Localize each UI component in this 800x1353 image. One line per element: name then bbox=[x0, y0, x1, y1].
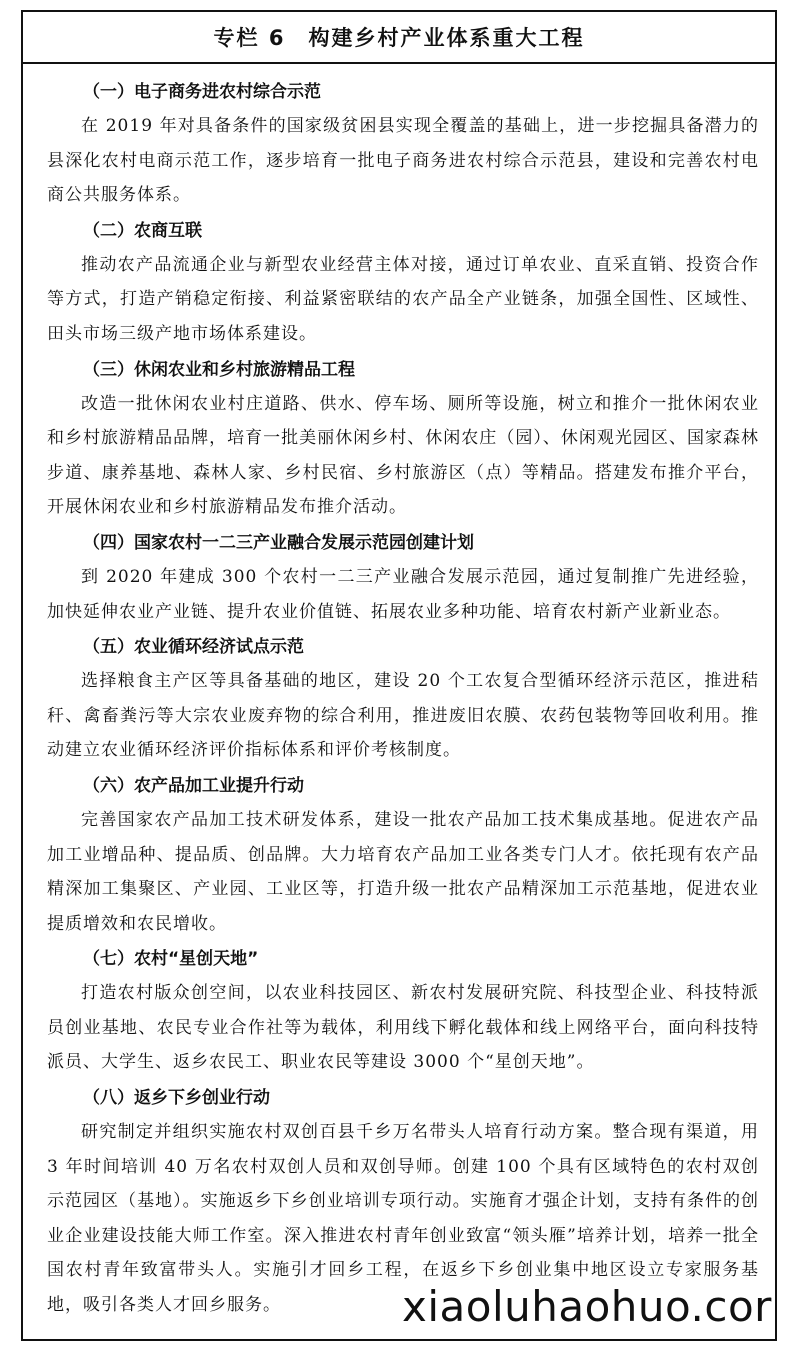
section-7 bbox=[47, 943, 759, 1082]
section-heading: （八）返乡下乡创业行动 bbox=[83, 1088, 270, 1109]
box-content bbox=[23, 64, 775, 1325]
section-body: 打造农村版众创空间，以农业科技园区、新农村发展研究院、科技型企业、科技特派员创业基地、农民专业合作社等为载体，利用线下孵化载体和线上网络平台，面向科技特派员、大学生、返乡农民工、职业农民等建设 3000 个“星创天地”。 bbox=[47, 983, 759, 1073]
watermark-text: xiaoluhaohuo.cor bbox=[402, 1282, 772, 1331]
section-heading: （三）休闲农业和乡村旅游精品工程 bbox=[83, 359, 355, 380]
section-heading: （六）农产品加工业提升行动 bbox=[83, 775, 304, 796]
section-body: 推动农产品流通企业与新型农业经营主体对接，通过订单农业、直采直销、投资合作等方式，打造产销稳定衔接、利益紧密联结的农产品全产业链条，加强全国性、区域性、田头市场三级产地市场体系建设。 bbox=[47, 254, 759, 344]
section-4 bbox=[47, 527, 759, 631]
section-heading: （二）农商互联 bbox=[83, 220, 202, 241]
section-body: 在 2019 年对具备条件的国家级贫困县实现全覆盖的基础上，进一步挖掘具备潜力的县深化农村电商示范工作，逐步培育一批电子商务进农村综合示范县，建设和完善农村电商公共服务体系。 bbox=[47, 116, 759, 206]
feature-box bbox=[21, 10, 777, 1341]
box-title: 专栏 6 构建乡村产业体系重大工程 bbox=[23, 12, 775, 64]
section-body: 改造一批休闲农业村庄道路、供水、停车场、厕所等设施，树立和推介一批休闲农业和乡村旅游精品品牌，培育一批美丽休闲乡村、休闲农庄（园）、休闲观光园区、国家森林步道、康养基地、森林人家、乡村民宿、乡村旅游区（点）等精品。搭建发布推介平台，开展休闲农业和乡村旅游精品发布推介活动。 bbox=[47, 393, 759, 518]
section-body: 选择粮食主产区等具备基础的地区，建设 20 个工农复合型循环经济示范区，推进秸秆、禽畜粪污等大宗农业废弃物的综合利用，推进废旧农膜、农药包装物等回收利用。推动建立农业循环经济评价指标体系和评价考核制度。 bbox=[47, 671, 759, 761]
section-body: 完善国家农产品加工技术研发体系，建设一批农产品加工技术集成基地。促进农产品加工业增品种、提品质、创品牌。大力培育农产品加工业各类专门人才。依托现有农产品精深加工集聚区、产业园、工业区等，打造升级一批农产品精深加工示范基地，促进农业提质增效和农民增收。 bbox=[47, 809, 759, 934]
section-heading: （一）电子商务进农村综合示范 bbox=[83, 82, 321, 102]
section-5 bbox=[47, 631, 759, 770]
section-heading: （七）农村“星创天地” bbox=[83, 949, 259, 970]
section-body: 到 2020 年建成 300 个农村一二三产业融合发展示范园，通过复制推广先进经验，加快延伸农业产业链、提升农业价值链、拓展农业多种功能、培育农村新产业新业态。 bbox=[47, 566, 759, 622]
section-1 bbox=[47, 76, 759, 215]
section-body: 研究制定并组织实施农村双创百县千乡万名带头人培育行动方案。整合现有渠道，用 3 年时间培训 40 万名农村双创人员和双创导师。创建 100 个具有区域特色的农村双创示范园区（基地）。实施返乡下乡创业培训专项行动。实施育才强企计划，支持有条件的创业企业建设技能大师工作室。深入推进农村青年创业致富“领头雁”培养计划，培养一批全国农村青年致富带头人。实施引才回乡工程，在返乡下乡创业集中地区设立专家服务基地，吸引各类人才回乡服务。 bbox=[47, 1122, 759, 1316]
section-heading: （四）国家农村一二三产业融合发展示范园创建计划 bbox=[83, 532, 474, 553]
section-heading: （五）农业循环经济试点示范 bbox=[83, 637, 304, 658]
section-3 bbox=[47, 354, 759, 527]
section-6 bbox=[47, 770, 759, 943]
section-2 bbox=[47, 215, 759, 354]
